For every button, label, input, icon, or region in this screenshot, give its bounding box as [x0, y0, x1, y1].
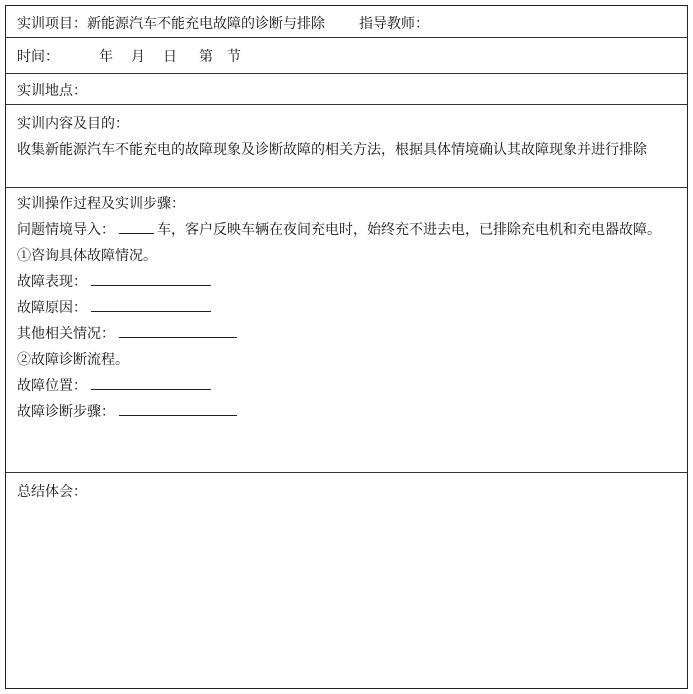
process-title: 实训操作过程及实训步骤： — [17, 196, 185, 212]
day-label: 日 — [163, 49, 177, 65]
content-row — [6, 105, 687, 188]
fault-location-blank[interactable] — [91, 375, 211, 390]
summary-row — [6, 473, 687, 688]
other-info-blank[interactable] — [119, 323, 237, 338]
car-model-blank[interactable] — [119, 219, 154, 234]
diagnosis-steps-line — [17, 399, 677, 425]
other-info-label: 其他相关情况： — [17, 326, 115, 342]
teacher-label: 指导教师： — [359, 16, 429, 32]
section-jie-label: 节 — [227, 49, 241, 65]
section-di-label: 第 — [199, 49, 213, 65]
location-row — [6, 74, 687, 105]
step-1-heading: ①咨询具体故障情况。 — [17, 248, 157, 264]
fault-location-line — [17, 373, 677, 399]
fault-cause-label: 故障原因： — [17, 300, 87, 316]
project-label: 实训项目：新能源汽车不能充电故障的诊断与排除 — [17, 16, 325, 32]
step-2-heading: ②故障诊断流程。 — [17, 352, 129, 368]
time-label: 时间： — [17, 49, 59, 65]
fault-symptom-line — [17, 269, 677, 295]
fault-symptom-blank[interactable] — [91, 271, 211, 286]
month-label: 月 — [131, 49, 145, 65]
location-label: 实训地点： — [17, 83, 87, 99]
process-row — [6, 188, 687, 473]
scenario-intro-prefix: 问题情境导入： — [17, 222, 115, 238]
summary-title: 总结体会： — [17, 484, 87, 500]
fault-location-label: 故障位置： — [17, 378, 87, 394]
time-row — [6, 38, 687, 74]
fault-cause-line — [17, 295, 677, 321]
scenario-intro-text: 车，客户反映车辆在夜间充电时，始终充不进去电，已排除充电机和充电器故障。 — [157, 222, 661, 238]
content-text: 收集新能源汽车不能充电的故障现象及诊断故障的相关方法，根据具体情境确认其故障现象并进行排除 — [17, 142, 647, 158]
year-label: 年 — [99, 49, 113, 65]
diagnosis-steps-blank[interactable] — [119, 401, 237, 416]
content-title: 实训内容及目的： — [17, 116, 129, 132]
other-info-line — [17, 321, 677, 347]
fault-symptom-label: 故障表现： — [17, 274, 87, 290]
project-row — [6, 6, 687, 38]
fault-cause-blank[interactable] — [91, 297, 211, 312]
training-record-form — [5, 5, 688, 689]
diagnosis-steps-label: 故障诊断步骤： — [17, 404, 115, 420]
scenario-intro — [17, 217, 677, 243]
